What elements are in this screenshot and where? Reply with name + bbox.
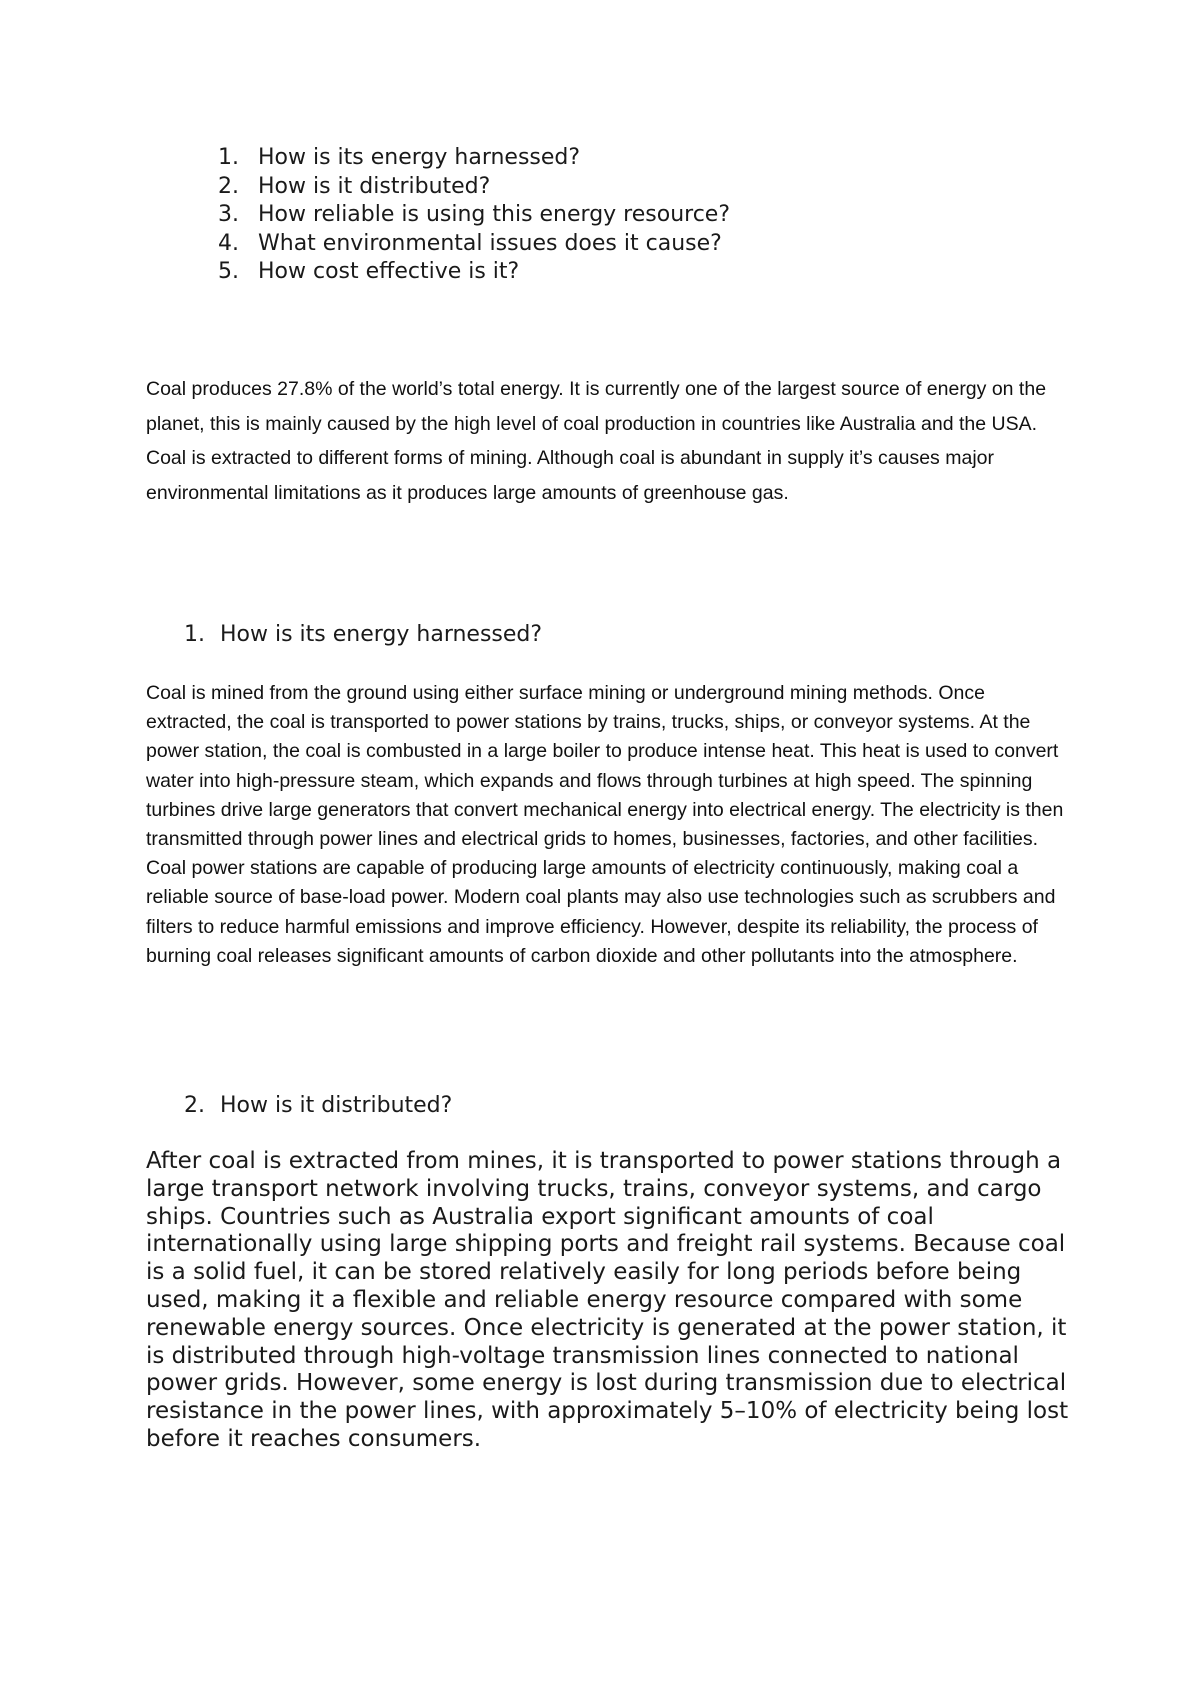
question-number: 4. [218,230,239,256]
section-title: How is it distributed? [220,1093,453,1118]
question-list [218,144,730,287]
question-item [218,173,730,202]
section-heading-harnessed [184,621,542,649]
question-text: How is it distributed? [258,173,491,199]
question-text: How cost effective is it? [258,259,520,284]
question-number: 1. [218,145,239,170]
intro-paragraph: Coal produces 27.8% of the world’s total energy. It is currently one of the largest source of energy on the planet, this is mainly caused by the high level of coal production in countries like Australia and the USA. Coal is extracted to different forms of mining. Although coal is abundant in supply it’s causes major environmental limitations as it produces large amounts of greenhouse gas. [146,378,1047,504]
question-text: How is its energy harnessed? [258,145,581,170]
question-item [218,201,730,230]
question-text: How reliable is using this energy resource? [258,202,731,227]
question-number: 2. [218,173,239,199]
question-item [218,230,730,259]
section-body-harnessed: Coal is mined from the ground using either surface mining or underground mining methods. Once extracted, the coal is transported to power stations by trains, trucks, ships, or conveyor systems. At the power station, the coal is combusted in a large boiler to produce intense heat. This heat is used to convert water into high-pressure steam, which expands and flows through turbines at high speed. The spinning turbines drive large generators that convert mechanical energy into electrical energy. The electricity is then transmitted through power lines and electrical grids to homes, businesses, factories, and other facilities. Coal power stations are capable of producing large amounts of electricity continuously, making coal a reliable source of base-load power. Modern coal plants may also use technologies such as scrubbers and filters to reduce harmful emissions and improve efficiency. However, despite its reliability, the process of burning coal releases significant amounts of carbon dioxide and other pollutants into the atmosphere. [146,682,1064,967]
question-item [218,144,730,173]
section-number: 2. [184,1093,205,1118]
question-item [218,258,730,287]
question-number: 5. [218,259,239,284]
section-body-distributed: After coal is extracted from mines, it is transported to power stations through a large transport network involving trucks, trains, conveyor systems, and cargo ships. Countries such as Australia export significant amounts of coal internationally using large shipping ports and freight rail systems. Because coal is a solid fuel, it can be stored relatively easily for long periods before being used, making it a flexible and reliable energy resource compared with some renewable energy sources. Once electricity is generated at the power station, it is distributed through high-voltage transmission lines connected to national power grids. However, some energy is lost during transmission due to electrical resistance in the power lines, with approximately 5–10% of electricity being lost before it reaches consumers. [146,1148,1069,1452]
section-number: 1. [184,622,205,647]
question-number: 3. [218,202,239,227]
question-text: What environmental issues does it cause? [258,230,722,256]
section-heading-distributed [184,1092,452,1120]
section-title: How is its energy harnessed? [220,622,543,647]
